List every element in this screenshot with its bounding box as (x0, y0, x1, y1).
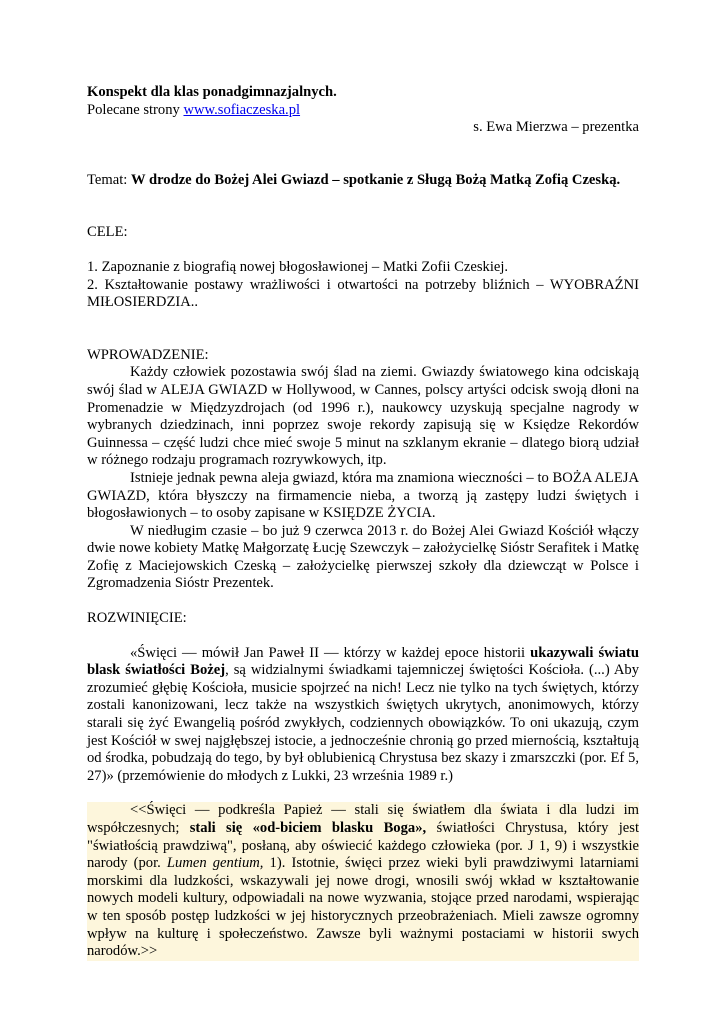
development-heading: ROZWINIĘCIE: (87, 610, 187, 627)
topic-line (87, 172, 639, 190)
recommended-sites-label: Polecane strony (87, 101, 184, 118)
intro-paragraph-3: W niedługim czasie – bo już 9 czerwca 2013 r. do Bożej Alei Gwiazd Kościół włączy dwie nowe kobiety Matkę Małgorzatę Łucję Szewczyk – założycielkę Sióstr Serafitek i Matkę Zofię z Maciejowskich Czeską – założycielkę pierwszej szkoły dla dziewcząt w Polsce i Zgromadzenia Sióstr Prezentek. (87, 522, 639, 592)
quote-1-bold: ukazywali światu blask światłości Bożej (87, 644, 639, 679)
goal-item-2: 2. Kształtowanie postawy wrażliwości i otwartości na potrzeby bliźnich – WYOBRAŹNI MIŁOSIERDZIA.. (87, 276, 639, 311)
document-body (87, 84, 639, 961)
document-title: Konspekt dla klas ponadgimnazjalnych. (87, 84, 337, 100)
goal-item-1: 1. Zapoznanie z biografią nowej błogosławionej – Matki Zofii Czeskiej. (87, 258, 509, 275)
intro-heading: WPROWADZENIE: (87, 346, 209, 363)
recommended-sites-line (87, 102, 639, 120)
quote-2-text-b: światłości Chrystusa, który jest "światłością prawdziwą", posłaną, aby oświecić każdego człowieka (por. J 1, 9) i wszystkie narody (por. (87, 820, 639, 872)
topic-label: Temat: (87, 171, 131, 188)
author-line: s. Ewa Mierzwa – prezentka (473, 119, 639, 136)
goals-heading: CELE: (87, 224, 128, 241)
quote-1-text-a: «Święci — mówił Jan Paweł II — którzy w każdej epoce historii (130, 644, 531, 661)
quote-2-text-c: 1). Istotnie, święci przez wieki byli prawdziwymi latarniami morskimi dla ludzkości, wskazywali jej nowe drogi, wnosili swój wkład w kształtowanie nowych modeli kultury, odpowiadali na nowe wyzwania, stojące przed narodami, wspierając w ten sposób postęp ludzkości w jej historycznych przeobrażeniach. Mieli zawsze ogromny wpływ na kulturę i społeczeństwo. Zawsze byli ważnymi postaciami w historii swych narodów.>> (87, 855, 639, 960)
intro-paragraph-2: Istnieje jednak pewna aleja gwiazd, która ma znamiona wieczności – to BOŻA ALEJA GWIAZD, która błyszczy na firmamencie nieba, a tworzą ją zastępy ludzi świętych i błogosławionych – to osoby zapisane w KSIĘDZE ŻYCIA. (87, 469, 639, 522)
quote-1-text-b: , są widzialnymi świadkami tajemniczej świętości Kościoła. (...) Aby zrozumieć głębię Kościoła, musicie spojrzeć na nich! Lecz nie tylko na tych świętych, którzy zostali kanonizowani, lecz także na wszystkich świętych ukrytych, anonimowych, którzy starali się żyć Ewangelią pośród zwykłych, codziennych obowiązków. To oni ukazują, czym jest Kościół w swej najgłębszej istocie, a jednocześnie chronią go przed miernością, kształtują od środka, pobudzają do tego, by był oblubienicą Chrystusa bez skazy i zmarszczki (por. Ef 5, 27)» (przemówienie do młodych z Lukki, 23 września 1989 r.) (87, 662, 639, 784)
quote-2-bold: stali się «od-biciem blasku Boga», (189, 820, 427, 836)
topic-text: W drodze do Bożej Alei Gwiazd – spotkanie z Sługą Bożą Matką Zofią Czeską. (130, 171, 621, 188)
quote-john-paul (87, 645, 639, 786)
intro-paragraph-1: Każdy człowiek pozostawia swój ślad na ziemi. Gwiazdy światowego kina odciskają swój ślad w ALEJA GWIAZD w Hollywood, w Cannes, polscy artyści odcisk swoją dłoni na Promenadzie w Międzyzdrojach (od 1996 r.), naukowcy uzyskują specjalne nagrody w wybranych dziedzinach, inni poprzez swoje rekordy zapisują się w Księdze Rekordów Guinnessa – część ludzi chce mieć swoje 5 minut na szklanym ekranie – dlatego biorą udział w różnego rodzaju programach rozrywkowych, itp. (87, 364, 639, 469)
quote-2-italic: Lumen gentium, (166, 855, 264, 872)
quote-2-text-a: <<Święci — podkreśla Papież — stali się światłem dla świata i dla ludzi im współczesnych; (87, 802, 639, 836)
website-link[interactable]: www.sofiaczeska.pl (183, 101, 301, 118)
quote-pope-highlighted (87, 802, 639, 960)
